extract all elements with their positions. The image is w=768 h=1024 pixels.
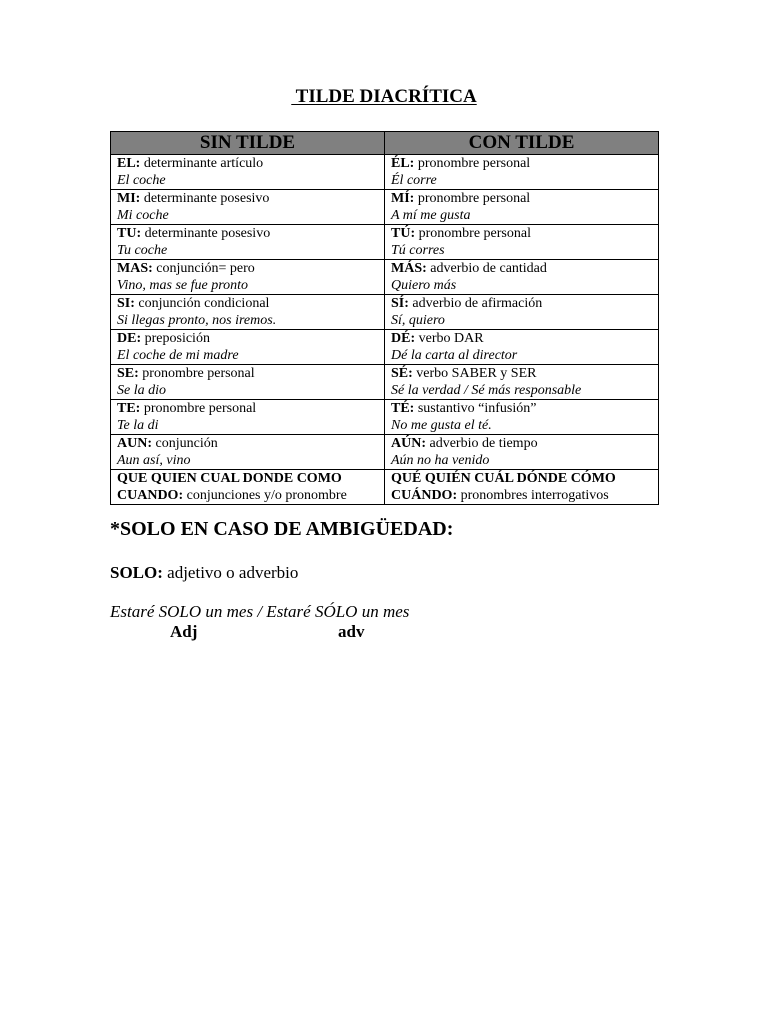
table-row: [111, 155, 659, 190]
definition-line: [391, 295, 658, 312]
word-term: TÉ:: [391, 401, 415, 416]
word-term: MÁS:: [391, 261, 427, 276]
word-definition: preposición: [141, 331, 210, 346]
table-row: [111, 365, 659, 400]
word-term: SI:: [117, 296, 135, 311]
word-definition: pronombre personal: [414, 191, 531, 206]
cell-con-tilde: [385, 470, 659, 505]
usage-example: Quiero más: [391, 278, 457, 293]
word-term: AUN:: [117, 436, 152, 451]
usage-example: Mi coche: [117, 208, 169, 223]
table-header-row: [111, 132, 659, 155]
definition-line: [117, 330, 384, 347]
cell-con-tilde: [385, 295, 659, 330]
word-term: MAS:: [117, 261, 153, 276]
cell-con-tilde: [385, 365, 659, 400]
usage-example: Tú corres: [391, 243, 445, 258]
cell-con-tilde: [385, 225, 659, 260]
definition-line: [391, 435, 658, 452]
usage-example: El coche: [117, 173, 166, 188]
word-term: SÍ:: [391, 296, 409, 311]
word-term: CUANDO:: [117, 488, 184, 503]
word-definition: sustantivo “infusión”: [414, 401, 537, 416]
word-definition: pronombre personal: [138, 366, 255, 381]
usage-example: No me gusta el té.: [391, 418, 492, 433]
word-definition: conjunciones y/o pronombre: [183, 488, 347, 503]
cell-con-tilde: [385, 330, 659, 365]
usage-example: A mí me gusta: [391, 208, 471, 223]
solo-definition: [110, 563, 298, 583]
usage-example: Aún no ha venido: [391, 453, 490, 468]
definition-line: [117, 487, 384, 504]
cell-con-tilde: [385, 155, 659, 190]
usage-example: Te la di: [117, 418, 159, 433]
definition-line: [391, 155, 658, 172]
usage-example: Se la dio: [117, 383, 166, 398]
word-term: DÉ:: [391, 331, 416, 346]
word-term: TÚ:: [391, 226, 416, 241]
table-row: [111, 470, 659, 505]
solo-def-text: adjetivo o adverbio: [162, 563, 299, 582]
word-definition: verbo DAR: [415, 331, 484, 346]
definition-line: [391, 487, 658, 504]
definition-line: [117, 155, 384, 172]
usage-example: Sé la verdad / Sé más responsable: [391, 383, 582, 398]
definition-line: [117, 225, 384, 242]
header-sin-tilde: SIN TILDE: [111, 132, 385, 155]
cell-sin-tilde: [111, 155, 385, 190]
word-term: SÉ:: [391, 366, 413, 381]
table-row: [111, 190, 659, 225]
definition-line: [391, 365, 658, 382]
word-definition: determinante posesivo: [141, 226, 271, 241]
word-definition: conjunción: [152, 436, 218, 451]
ambiguity-heading: *SOLO EN CASO DE AMBIGÜEDAD:: [110, 518, 454, 540]
cell-sin-tilde: [111, 190, 385, 225]
header-con-tilde: CON TILDE: [385, 132, 659, 155]
word-list: QUE QUIEN CUAL DONDE COMO: [117, 471, 342, 486]
cell-sin-tilde: [111, 365, 385, 400]
definition-line: [117, 260, 384, 277]
word-term: MÍ:: [391, 191, 415, 206]
word-definition: pronombres interrogativos: [457, 488, 609, 503]
definition-line: [391, 260, 658, 277]
cell-con-tilde: [385, 400, 659, 435]
word-term: DE:: [117, 331, 142, 346]
word-definition: determinante artículo: [140, 156, 264, 171]
table-row: [111, 330, 659, 365]
cell-sin-tilde: [111, 225, 385, 260]
definition-line: [117, 190, 384, 207]
cell-con-tilde: [385, 190, 659, 225]
definition-line: [391, 190, 658, 207]
usage-example: Dé la carta al director: [391, 348, 518, 363]
usage-example: Sí, quiero: [391, 313, 445, 328]
usage-example: El coche de mi madre: [117, 348, 239, 363]
tilde-table: [110, 131, 659, 505]
word-definition: conjunción condicional: [134, 296, 270, 311]
usage-example: Tu coche: [117, 243, 168, 258]
definition-line: [391, 225, 658, 242]
adv-label: adv: [338, 622, 365, 641]
cell-sin-tilde: [111, 400, 385, 435]
adj-label: Adj: [170, 622, 198, 641]
usage-example: Él corre: [391, 173, 437, 188]
table-row: [111, 260, 659, 295]
cell-con-tilde: [385, 260, 659, 295]
definition-line: [391, 330, 658, 347]
definition-line: [117, 400, 384, 417]
word-term: SE:: [117, 366, 139, 381]
word-definition: pronombre personal: [415, 226, 531, 241]
table-row: [111, 400, 659, 435]
usage-example: Aun así, vino: [117, 453, 191, 468]
cell-sin-tilde: [111, 470, 385, 505]
usage-example: Si llegas pronto, nos iremos.: [117, 313, 277, 328]
page-title: TILDE DIACRÍTICA: [291, 86, 477, 107]
cell-sin-tilde: [111, 435, 385, 470]
word-definition: adverbio de tiempo: [426, 436, 538, 451]
table-row: [111, 435, 659, 470]
word-definition: pronombre personal: [414, 156, 531, 171]
word-term: MI:: [117, 191, 141, 206]
definition-line: [117, 435, 384, 452]
cell-sin-tilde: [111, 330, 385, 365]
definition-line: [391, 400, 658, 417]
word-definition: adverbio de cantidad: [426, 261, 547, 276]
solo-term: SOLO:: [110, 563, 163, 582]
word-term: TE:: [117, 401, 141, 416]
definition-line: [117, 365, 384, 382]
word-term: TU:: [117, 226, 142, 241]
usage-example: Vino, mas se fue pronto: [117, 278, 249, 293]
definition-line: [117, 295, 384, 312]
cell-sin-tilde: [111, 260, 385, 295]
table-row: [111, 295, 659, 330]
word-definition: determinante posesivo: [140, 191, 270, 206]
word-definition: adverbio de afirmación: [408, 296, 543, 311]
word-term: CUÁNDO:: [391, 488, 458, 503]
word-term: AÚN:: [391, 436, 426, 451]
cell-sin-tilde: [111, 295, 385, 330]
word-list: QUÉ QUIÉN CUÁL DÓNDE CÓMO: [391, 471, 616, 486]
word-term: ÉL:: [391, 156, 415, 171]
cell-con-tilde: [385, 435, 659, 470]
word-definition: pronombre personal: [140, 401, 257, 416]
word-term: EL:: [117, 156, 141, 171]
solo-example: Estaré SOLO un mes / Estaré SÓLO un mes: [110, 602, 410, 621]
word-definition: verbo SABER y SER: [412, 366, 537, 381]
word-definition: conjunción= pero: [152, 261, 255, 276]
table-row: [111, 225, 659, 260]
